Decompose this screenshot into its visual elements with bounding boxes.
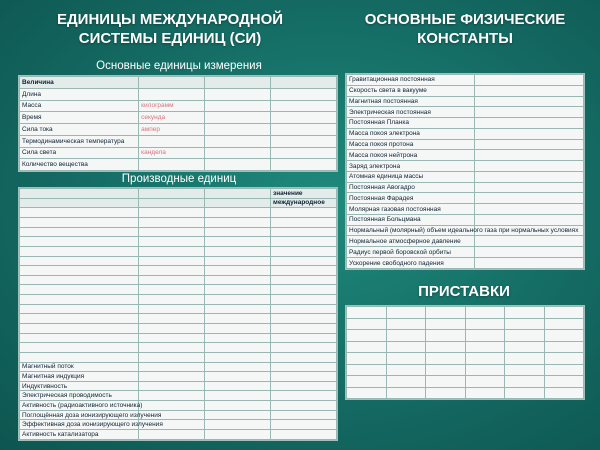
constant-row: Постоянная Авогадро [347,182,584,193]
prefix-row [347,318,584,330]
derived-row [20,314,337,324]
prefix-title: ПРИСТАВКИ [418,283,510,300]
constant-row: Радиус первой боровской орбиты [347,247,584,258]
derived-row: Магнитный поток [20,362,337,372]
constant-row: Гравитационная постоянная [347,75,584,86]
derived-row: Магнитная индукция [20,372,337,382]
constant-row: Молярная газовая постоянная [347,204,584,215]
prefix-row [347,364,584,376]
derived-row [20,275,337,285]
constant-row: Постоянная Фарадея [347,193,584,204]
constant-row: Нормальный (молярный) объем идеального газа при нормальных условиях [347,225,584,236]
constant-row: Ускорение свободного падения [347,258,584,269]
constants-table [345,73,585,270]
constant-row: Скорость света в вакууме [347,85,584,96]
prefix-row [347,307,584,319]
constant-row: Постоянная Планка [347,118,584,129]
derived-row: Индуктивность [20,381,337,391]
derived-row: Эффективная доза ионизирующего излучения [20,420,337,430]
constant-row: Нормальное атмосферное давление [347,236,584,247]
constant-row: Масса покоя нейтрона [347,150,584,161]
prefix-row [347,376,584,388]
derived-row [20,285,337,295]
derived-row [20,266,337,276]
derived-row [20,295,337,305]
derived-row: Активность катализатора [20,430,337,440]
derived-row: Электрическая проводимость [20,391,337,401]
left-title: ЕДИНИЦЫ МЕЖДУНАРОДНОЙ СИСТЕМЫ ЕДИНИЦ (СИ) [56,11,284,47]
derived-row [20,323,337,333]
derived-row [20,352,337,362]
basic-units-table: Величина Длина Масса килограмм Время секунда Сила тока ампер Термодинамическая температура Сила света кандела Количество вещества [18,75,338,172]
basic-units-heading: Основные единицы измерения [96,60,262,72]
constant-row: Постоянная Больцмана [347,214,584,225]
prefix-row [347,387,584,399]
constant-row: Масса покоя протона [347,139,584,150]
derived-row [20,256,337,266]
derived-row [20,343,337,353]
basic-units-header: Величина [20,77,139,89]
derived-units-heading: Производные единиц [121,173,237,185]
constant-row: Заряд электрона [347,161,584,172]
derived-row [20,208,337,218]
derived-row [20,333,337,343]
derived-units-table: значение международное Магнитный поток Магнитная индукция Индуктивность Электрическая проводимость Активность (радиоактивного источника) Поглощённая доза ионизирующего излучения Эффективная доза ионизирующего излучения Активность катализатора [18,187,338,441]
prefix-row [347,330,584,342]
constant-row: Электрическая постоянная [347,107,584,118]
derived-row: Активность (радиоактивного источника) [20,401,337,411]
derived-row [20,246,337,256]
derived-row [20,227,337,237]
prefix-row [347,353,584,365]
constant-row: Магнитная постоянная [347,96,584,107]
derived-row: Поглощённая доза ионизирующего излучения [20,410,337,420]
derived-row [20,237,337,247]
derived-row [20,304,337,314]
constant-row: Атомная единица массы [347,171,584,182]
derived-row [20,217,337,227]
constant-row: Масса покоя электрона [347,128,584,139]
right-title: ОСНОВНЫЕ ФИЗИЧЕСКИЕ КОНСТАНТЫ [364,11,566,47]
prefix-row [347,341,584,353]
prefix-table [345,305,585,400]
